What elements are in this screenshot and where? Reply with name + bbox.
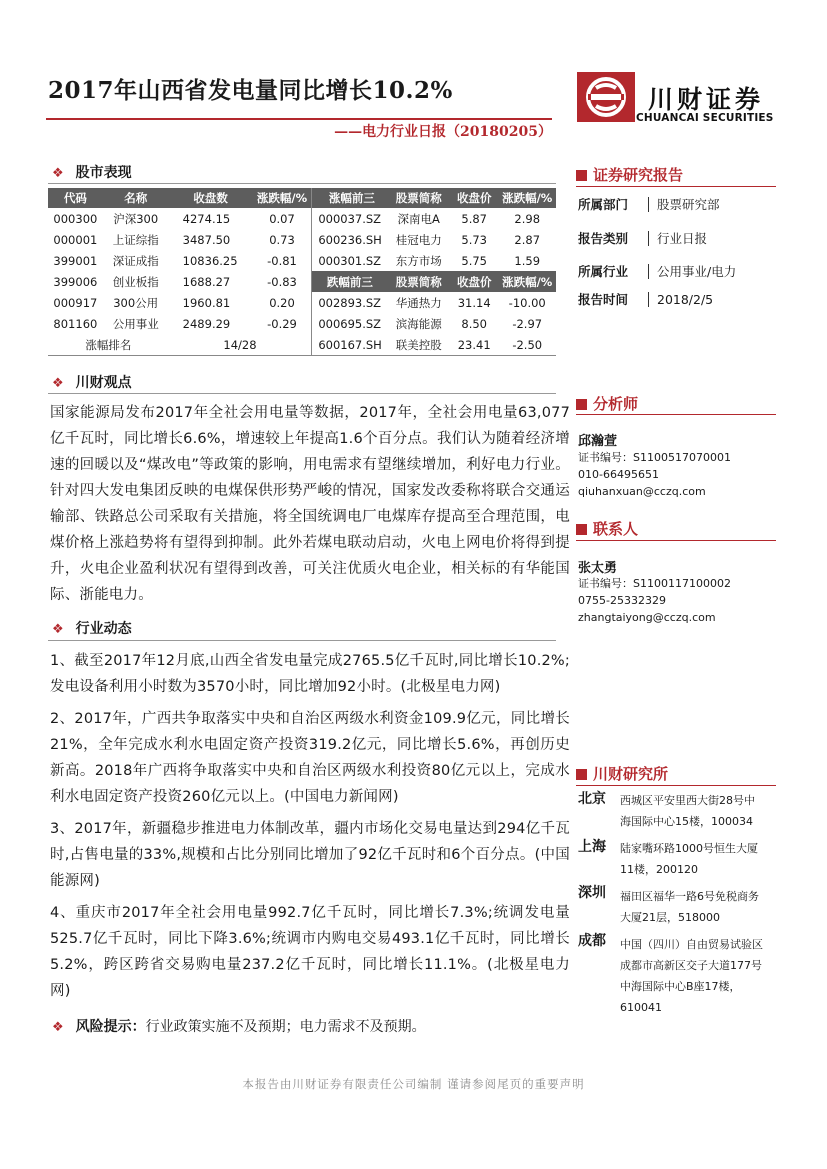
- cell: -0.83: [267, 274, 297, 289]
- section-market-heading: [52, 162, 132, 182]
- address-line: 西城区平安里西大街28号中: [620, 794, 755, 807]
- square-bullet-icon: [576, 769, 587, 780]
- analyst-cert: 证书编号：S1100517070001: [578, 451, 731, 464]
- address-line: 大厦21层，518000: [620, 911, 720, 924]
- office-address: [620, 886, 759, 928]
- address-line: 陆家嘴环路1000号恒生大厦: [620, 842, 758, 855]
- risk-line: [52, 1016, 426, 1036]
- info-key: 报告类别: [578, 231, 629, 246]
- analyst-email[interactable]: qiuhanxuan@cczq.com: [578, 485, 706, 498]
- cell: -10.00: [508, 295, 546, 310]
- cell: 801160: [53, 316, 98, 331]
- cell: 8.50: [461, 316, 487, 331]
- cell: 600236.SH: [312, 229, 388, 250]
- square-bullet-icon: [576, 170, 587, 181]
- table-row: [48, 208, 556, 229]
- logo-name-cn: 川财证券: [648, 85, 765, 114]
- cell: 1.59: [514, 253, 541, 268]
- table-row: [48, 271, 556, 292]
- report-info-title: 证券研究报告: [593, 166, 684, 184]
- report-subtitle: ——电力行业日报（20180205）: [334, 124, 552, 140]
- risk-text: 行业政策实施不及预期；电力需求不及预期。: [145, 1019, 426, 1035]
- analyst-title: 分析师: [593, 395, 639, 413]
- cell: 399001: [53, 253, 98, 268]
- cell: 东方市场: [395, 253, 442, 268]
- cell: 000301.SZ: [312, 250, 388, 271]
- diamond-bullet-icon: ❖: [52, 1020, 64, 1035]
- cell: 0.73: [269, 232, 295, 247]
- table-header-row: [48, 188, 556, 208]
- section-view-title: 川财观点: [75, 375, 132, 391]
- section-rule: [576, 540, 776, 541]
- cell: 深南电A: [397, 211, 440, 226]
- news-item: 4、重庆市2017年全社会用电量992.7亿千瓦时，同比增长7.3%;统调发电量525.7亿千瓦时，同比下降3.6%;统调市内购电交易493.1亿千瓦时，同比增长5.2%，跨区跨省交易购电量237.2亿千瓦时，同比增长11.1%。(北极星电力网): [50, 905, 570, 999]
- rank-label: 涨幅排名: [85, 337, 132, 352]
- cell: -2.97: [512, 316, 543, 331]
- info-value: 2018/2/5: [648, 292, 713, 307]
- th-top3: 涨幅前三: [312, 188, 388, 208]
- section-view-heading: [52, 372, 132, 392]
- title-rule: [46, 118, 552, 120]
- contact-phone: 0755-25332329: [578, 594, 666, 607]
- market-table: [48, 188, 556, 356]
- info-key: 所属部门: [578, 197, 629, 212]
- office-city: 上海: [578, 839, 606, 855]
- cell: 2.98: [514, 211, 541, 226]
- institute-heading: [576, 763, 668, 784]
- footer-disclaimer: 本报告由川财证券有限责任公司编制 谨请参阅尾页的重要声明: [242, 1077, 585, 1091]
- chuancai-logo-icon: [577, 72, 635, 122]
- section-news-heading: [52, 618, 132, 638]
- office-city: 北京: [578, 791, 606, 807]
- section-rule: [576, 414, 776, 415]
- rank-value: 14/28: [223, 337, 257, 352]
- diamond-bullet-icon: ❖: [52, 166, 64, 181]
- info-row-date: [578, 290, 713, 308]
- office-city: 深圳: [578, 885, 606, 901]
- cell: 2.87: [514, 232, 541, 247]
- cell: 1960.81: [182, 295, 231, 310]
- analyst-phone: 010-66495651: [578, 468, 659, 481]
- institute-title: 川财研究所: [593, 765, 669, 783]
- th-close: 收盘数: [169, 188, 253, 208]
- section-rule: [576, 785, 776, 786]
- th-bottom3: 跌幅前三: [312, 271, 388, 292]
- address-line: 成都市高新区交子大道177号: [620, 959, 762, 972]
- cell: 002893.SZ: [312, 292, 388, 313]
- cell: 桂冠电力: [395, 232, 442, 247]
- cell: 1688.27: [182, 274, 231, 289]
- th-change-3: 涨跌幅/%: [498, 271, 556, 292]
- analyst-name: 邱瀚萱: [578, 434, 618, 449]
- th-code: 代码: [48, 188, 103, 208]
- info-row-type: [578, 229, 707, 247]
- info-key: 报告时间: [578, 292, 629, 307]
- th-name: 名称: [103, 188, 169, 208]
- cell: 31.14: [457, 295, 491, 310]
- risk-label: 风险提示：: [75, 1019, 146, 1035]
- office-address: [620, 790, 755, 832]
- section-rule: [48, 393, 556, 394]
- section-market-title: 股市表现: [75, 165, 132, 181]
- contact-heading: [576, 518, 638, 539]
- contact-cert: 证书编号：S1100117100002: [578, 577, 731, 590]
- cell: 深证成指: [112, 253, 159, 268]
- section-news-title: 行业动态: [75, 621, 132, 637]
- cell: 300公用: [113, 295, 159, 310]
- cell: 沪深300: [113, 211, 159, 226]
- section-rule: [576, 186, 776, 187]
- cell: 000695.SZ: [312, 313, 388, 334]
- info-value: 公用事业/电力: [648, 264, 736, 279]
- office-city: 成都: [578, 933, 606, 949]
- address-line: 海国际中心15楼，100034: [620, 815, 753, 828]
- cell: 399006: [53, 274, 98, 289]
- square-bullet-icon: [576, 399, 587, 410]
- th-change-2: 涨跌幅/%: [498, 188, 556, 208]
- cell: 上证综指: [112, 232, 159, 247]
- cell: 000037.SZ: [312, 208, 388, 229]
- cell: 0.20: [269, 295, 295, 310]
- logo-name-en: CHUANCAI SECURITIES: [636, 112, 774, 124]
- cell: -0.29: [267, 316, 297, 331]
- diamond-bullet-icon: ❖: [52, 622, 64, 637]
- cell: 2489.29: [182, 316, 231, 331]
- square-bullet-icon: [576, 524, 587, 535]
- address-line: 610041: [620, 1001, 662, 1014]
- info-row-dept: [578, 195, 720, 213]
- table-row: [48, 334, 556, 356]
- th-change: 涨跌幅/%: [253, 188, 312, 208]
- address-line: 11楼，200120: [620, 863, 698, 876]
- cell: 创业板指: [112, 274, 159, 289]
- cell: 000001: [53, 232, 98, 247]
- cell: -2.50: [512, 337, 543, 352]
- report-title: 2017年山西省发电量同比增长10.2%: [48, 77, 453, 104]
- table-row: [48, 292, 556, 313]
- cell: 联美控股: [395, 337, 442, 352]
- cell: 3487.50: [182, 232, 231, 247]
- contact-name: 张太勇: [578, 561, 618, 576]
- section-rule: [48, 640, 556, 641]
- analyst-heading: [576, 393, 638, 414]
- address-line: 福田区福华一路6号免税商务: [620, 890, 759, 903]
- th-close-price-2: 收盘价: [450, 271, 498, 292]
- cell: 0.07: [269, 211, 295, 226]
- section-rule: [48, 183, 556, 184]
- table-row: [48, 250, 556, 271]
- cell: 10836.25: [182, 253, 238, 268]
- office-address: [620, 934, 763, 1018]
- view-paragraph: 国家能源局发布2017年全社会用电量等数据，2017年，全社会用电量63,077亿千瓦时，同比增长6.6%，增速较上年提高1.6个百分点。我们认为随着经济增速的回暖以及“煤改电”等政策的影响，用电需求有望继续增加，利好电力行业。针对四大发电集团反映的电煤保供形势严峻的情况，国家发改委称将联合交通运输部、铁路总公司采取有关措施，将全国统调电厂电煤库存提高至合理范围，电煤价格上涨趋势将有望得到抑制。此外若煤电联动启动，火电上网电价将得到提升，火电企业盈利状况有望得到改善，可关注优质火电企业，相关标的有华能国际、浙能电力。: [50, 405, 570, 603]
- news-item: 3、2017年，新疆稳步推进电力体制改革，疆内市场化交易电量达到294亿千瓦时,占售电量的33%,规模和占比分别同比增加了92亿千瓦时和6个百分点。(中国能源网): [50, 821, 570, 889]
- cell: 华通热力: [395, 295, 442, 310]
- info-row-industry: [578, 262, 736, 280]
- cell: 公用事业: [112, 316, 159, 331]
- cell: 4274.15: [182, 211, 231, 226]
- contact-title: 联系人: [593, 520, 639, 538]
- contact-email[interactable]: zhangtaiyong@cczq.com: [578, 611, 716, 624]
- cell: 5.75: [461, 253, 487, 268]
- info-value: 行业日报: [648, 231, 707, 246]
- table-row: [48, 313, 556, 334]
- news-item: 2、2017年，广西共争取落实中央和自治区两级水利资金109.9亿元，同比增长21%，全年完成水利水电固定资产投资319.2亿元，同比增长5.6%，再创历史新高。2018年广西将争取落实中央和自治区两级水利投资80亿元以上，完成水利水电固定资产投资260亿元以上。(中国电力新闻网): [50, 711, 570, 805]
- report-info-heading: [576, 164, 683, 185]
- cell: -0.81: [267, 253, 297, 268]
- cell: 600167.SH: [312, 334, 388, 356]
- cell: 5.73: [461, 232, 487, 247]
- cell: 5.87: [461, 211, 487, 226]
- cell: 滨海能源: [395, 316, 442, 331]
- address-line: 中国（四川）自由贸易试验区: [620, 938, 763, 951]
- th-stock-name-2: 股票简称: [388, 271, 450, 292]
- table-row: [48, 229, 556, 250]
- cell: 000300: [53, 211, 98, 226]
- office-address: [620, 838, 758, 880]
- news-item: 1、截至2017年12月底,山西全省发电量完成2765.5亿千瓦时,同比增长10.2%;发电设备利用小时数为3570小时，同比增加92小时。(北极星电力网): [50, 653, 570, 695]
- th-close-price: 收盘价: [450, 188, 498, 208]
- info-value: 股票研究部: [648, 197, 720, 212]
- th-stock-name: 股票简称: [388, 188, 450, 208]
- address-line: 中海国际中心B座17楼，: [620, 980, 741, 993]
- cell: 23.41: [457, 337, 491, 352]
- diamond-bullet-icon: ❖: [52, 376, 64, 391]
- cell: 000917: [53, 295, 98, 310]
- info-key: 所属行业: [578, 264, 629, 279]
